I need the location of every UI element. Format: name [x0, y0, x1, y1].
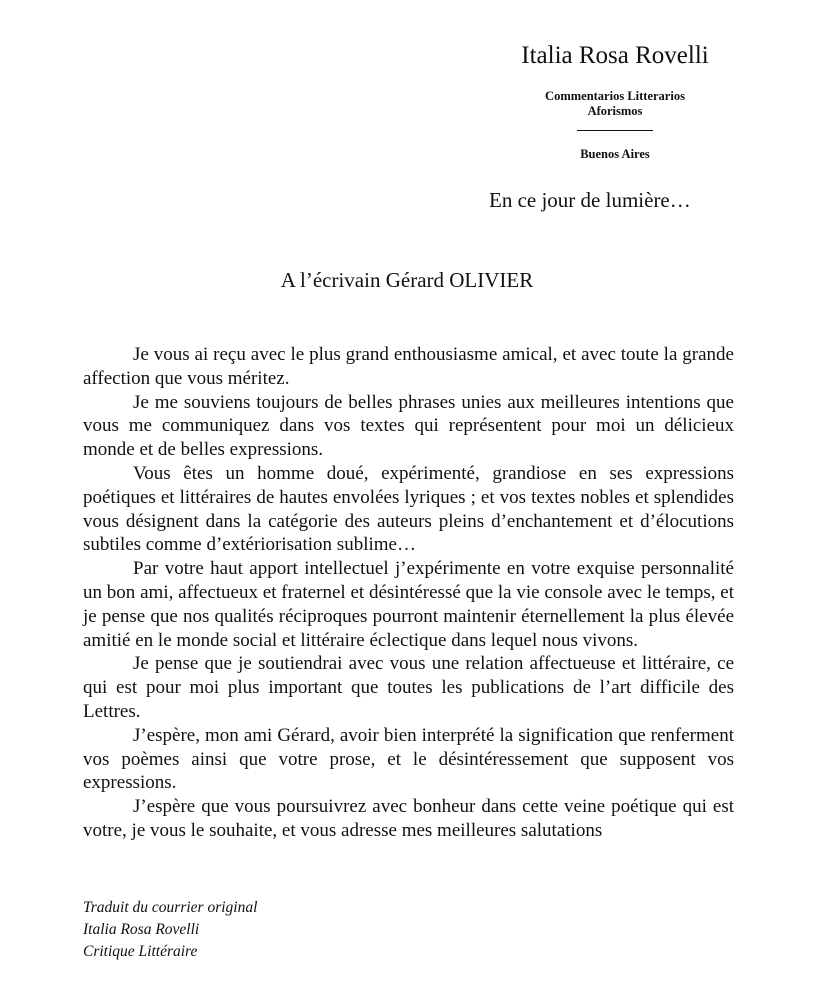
letterhead-divider: [577, 130, 653, 131]
letter-paragraph: Vous êtes un homme doué, expérimenté, grandiose en ses expressions poétiques et littéraires de hautes envolées lyriques ; et vos textes nobles et splendides vous désignent dans la catégorie des auteurs pleins d’enchantement et d’élocutions subtiles comme d’extériorisation sublime…: [83, 462, 734, 556]
letter-paragraph: Je vous ai reçu avec le plus grand enthousiasme amical, et avec toute la grande affection que vous méritez.: [83, 344, 734, 389]
letterhead-city: Buenos Aires: [580, 147, 650, 161]
signature-line-title: Critique Littéraire: [83, 943, 198, 960]
letterhead-line1: Commentarios Litterarios: [545, 89, 685, 103]
letterhead-line2: Aforismos: [587, 104, 643, 118]
signature-line-name: Italia Rosa Rovelli: [83, 921, 200, 938]
letterhead: [480, 40, 750, 162]
signature-block: [83, 897, 257, 963]
letter-paragraph: Je me souviens toujours de belles phrases unies aux meilleures intentions que vous me communiquez dans vos textes qui représentent pour moi un délicieux monde et de belles expressions.: [83, 391, 734, 461]
signature-line-translation: Traduit du courrier original: [83, 899, 258, 916]
letter-paragraph: Par votre haut apport intellectuel j’expérimente en votre exquise personnalité un bon ami, affectueux et fraternel et désintéressé que la vie console avec le temps, et je pense que nos qualités réciproques pourront maintenir éternellement la plus élevée amitié en le monde social et littéraire éclectique dans lequel nous vivons.: [83, 558, 734, 651]
letter-paragraph: J’espère, mon ami Gérard, avoir bien interprété la signification que renferment vos poèmes ainsi que votre prose, et le désintéressement que supposent vos expressions.: [83, 724, 734, 794]
recipient-heading: A l’écrivain Gérard OLIVIER: [280, 268, 534, 292]
dateline: En ce jour de lumière…: [489, 188, 691, 212]
letter-paragraph: J’espère que vous poursuivrez avec bonheur dans cette veine poétique qui est votre, je vous le souhaite, et vous adresse mes meilleures salutations: [83, 796, 734, 841]
letter-paragraph: Je pense que je soutiendrai avec vous une relation affectueuse et littéraire, ce qui est pour moi plus important que toutes les publications de l’art difficile des Lettres.: [83, 653, 734, 722]
letter-body: [83, 343, 734, 843]
letterhead-name: Italia Rosa Rovelli: [521, 42, 709, 69]
